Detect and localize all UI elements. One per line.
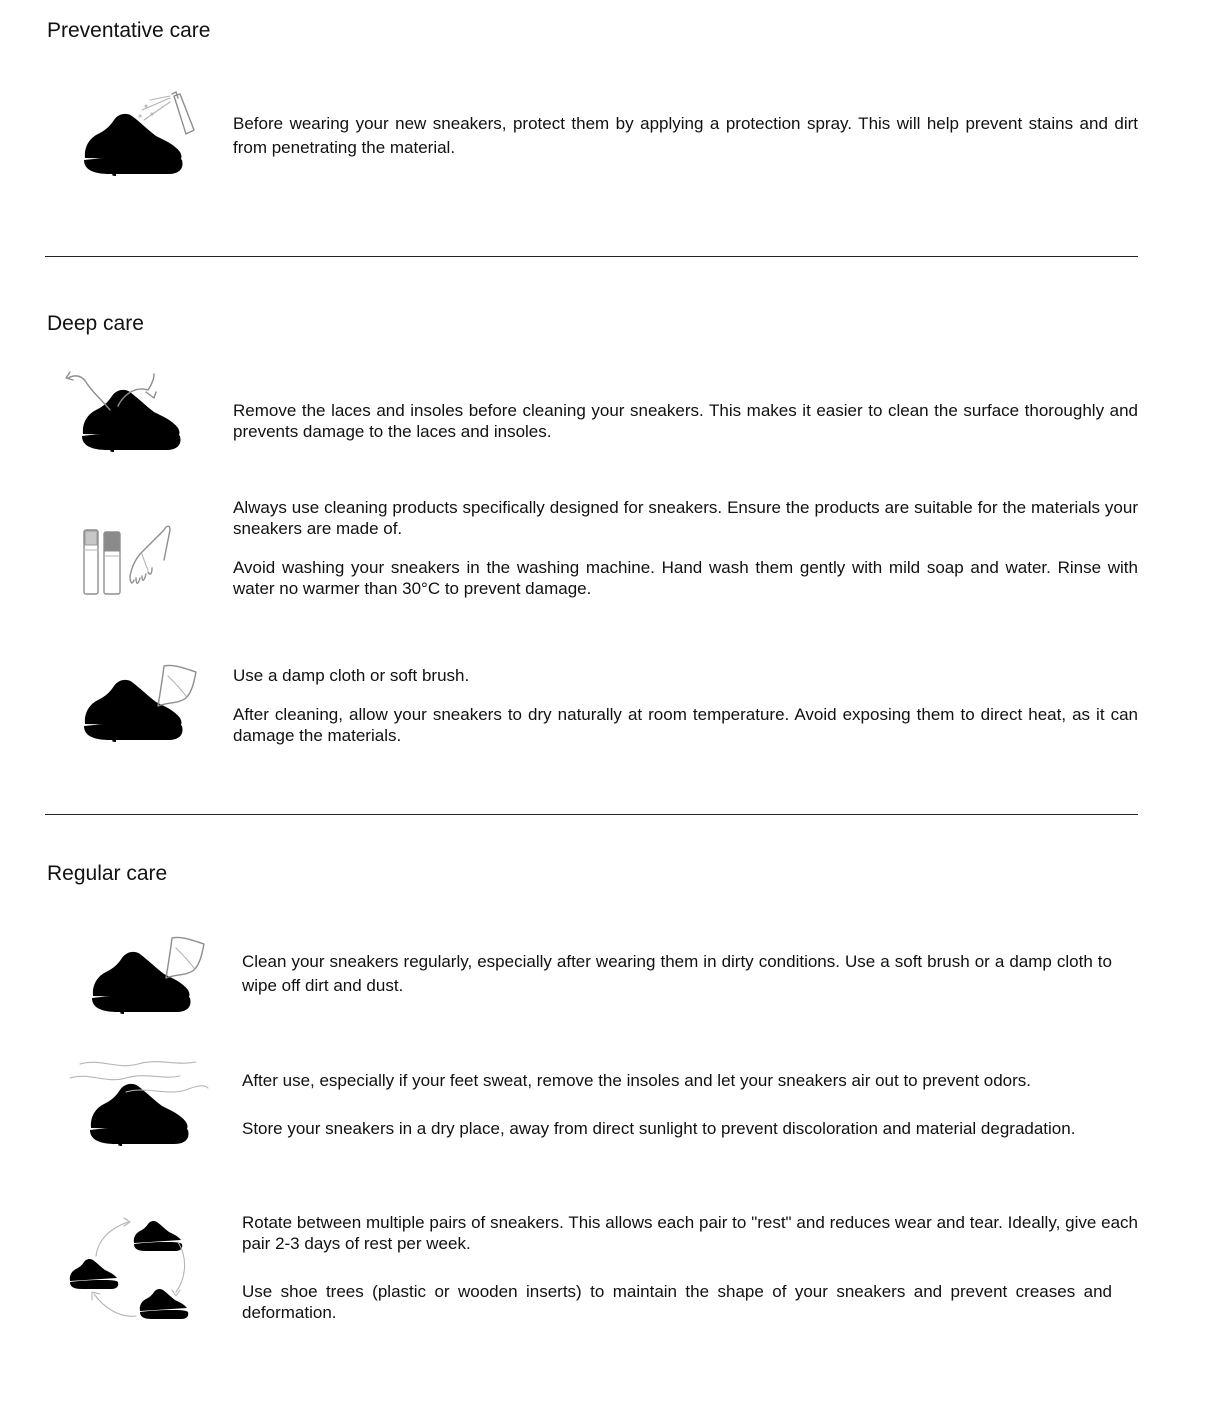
air-out-sneaker-icon <box>66 1056 212 1148</box>
section-divider <box>45 814 1138 815</box>
care-text-products: Always use cleaning products specifically designed for sneakers. Ensure the products are suitable for the materials your sneakers are made of. <box>233 498 1138 538</box>
remove-laces-icon <box>62 370 186 456</box>
care-text-shoe-trees: Use shoe trees (plastic or wooden inserts) to maintain the shape of your sneakers and prevent creases and deformation. <box>242 1282 1112 1322</box>
care-text-clean-regularly: Clean your sneakers regularly, especially after wearing them in dirty conditions. Use a soft brush or a damp cloth to wipe off dirt and dust. <box>242 952 1112 995</box>
cloth-sneaker-icon <box>88 934 212 1016</box>
care-text-cloth: Use a damp cloth or soft brush. <box>233 666 470 685</box>
section-title-preventative: Preventative care <box>47 19 211 42</box>
care-text-spray: Before wearing your new sneakers, protect them by applying a protection spray. This will help prevent stains and dirt from penetrating the material. <box>233 114 1138 157</box>
section-title-regular: Regular care <box>47 862 168 885</box>
care-text-store: Store your sneakers in a dry place, away from direct sunlight to prevent discoloration and material degradation. <box>242 1119 1076 1138</box>
rotate-pairs-icon <box>66 1212 198 1324</box>
care-text-handwash: Avoid washing your sneakers in the washing machine. Hand wash them gently with mild soap and water. Rinse with water no warmer than 30°C to prevent damage. <box>233 558 1138 598</box>
section-title-deep: Deep care <box>47 312 144 335</box>
spray-sneaker-icon <box>80 92 200 180</box>
care-text-rotate: Rotate between multiple pairs of sneakers. This allows each pair to "rest" and reduces wear and tear. Ideally, give each pair 2-3 days of rest per week. <box>242 1213 1138 1253</box>
care-text-dry: After cleaning, allow your sneakers to dry naturally at room temperature. Avoid exposing them to direct heat, as it can damage the materials. <box>233 705 1138 745</box>
care-text-laces: Remove the laces and insoles before cleaning your sneakers. This makes it easier to clean the surface thoroughly and prevents damage to the laces and insoles. <box>233 401 1138 441</box>
cleaning-products-icon <box>80 520 176 600</box>
cloth-sneaker-icon <box>80 662 204 744</box>
section-divider <box>45 256 1138 257</box>
care-text-air-out: After use, especially if your feet sweat, remove the insoles and let your sneakers air out to prevent odors. <box>242 1071 1032 1090</box>
